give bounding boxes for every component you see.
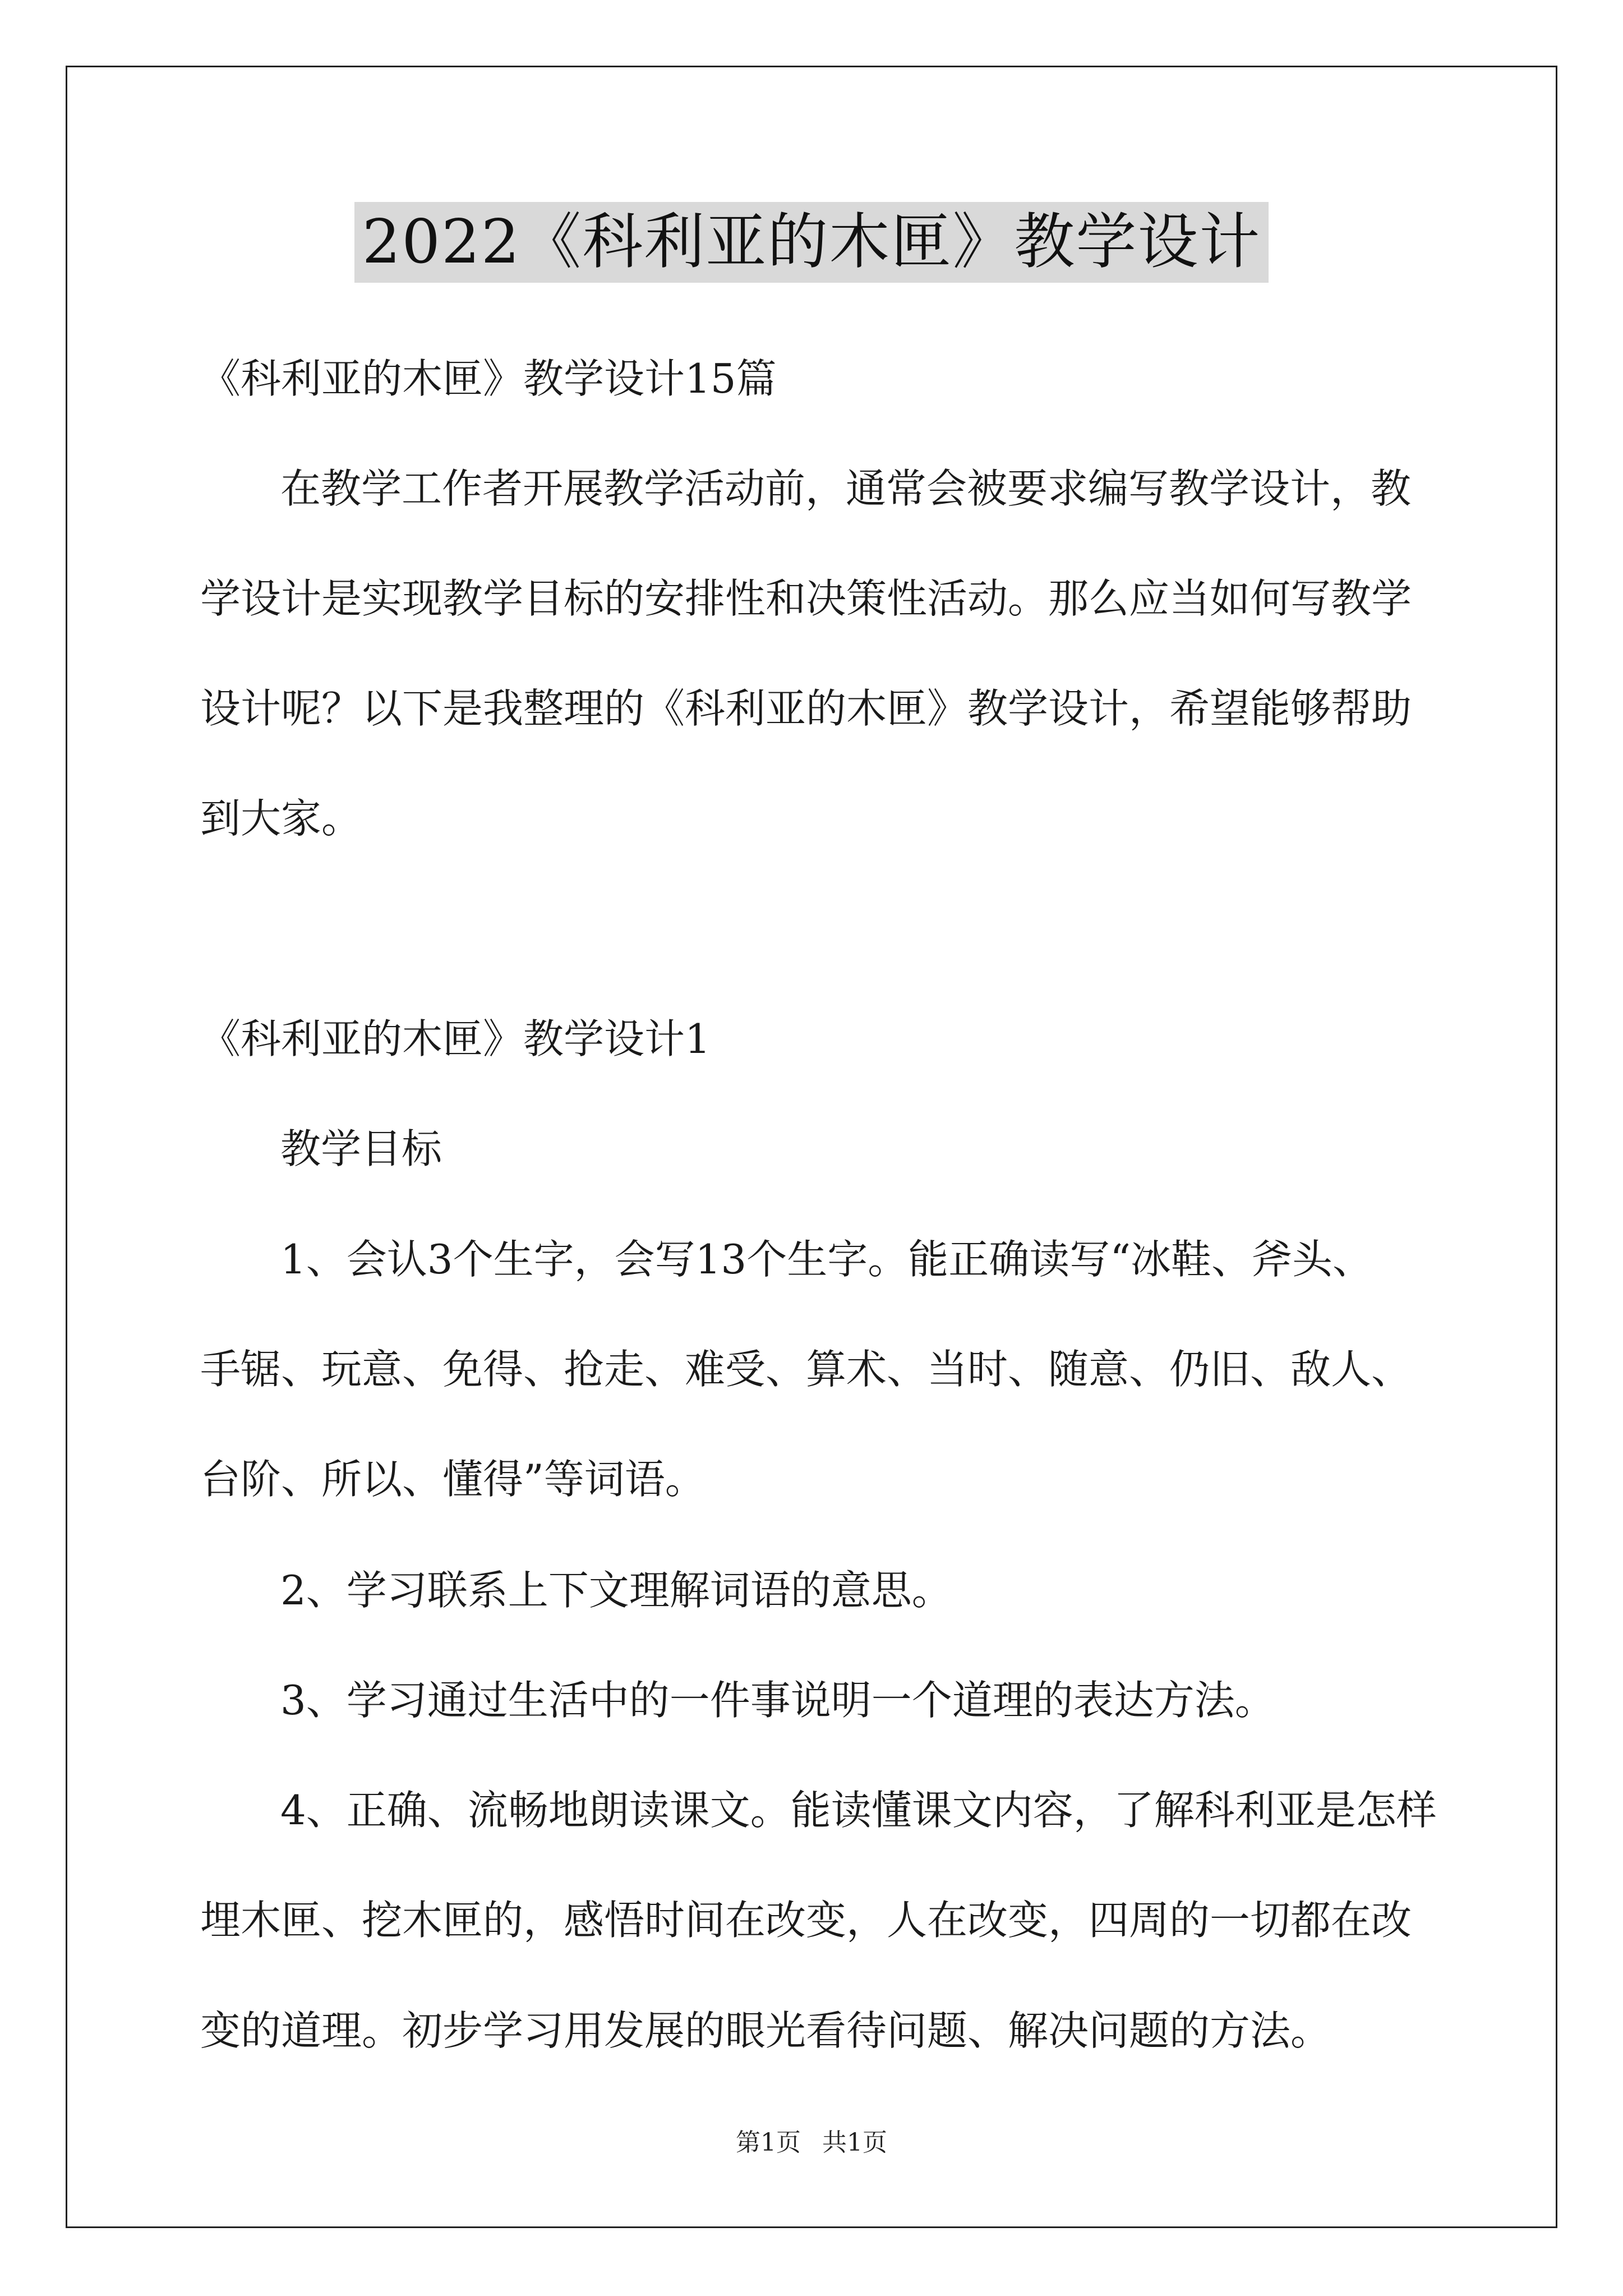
goals-heading: 教学目标 bbox=[280, 1125, 442, 1172]
goal4-line-3: 变的道理。初步学习用发展的眼光看待问题、解决问题的方法。 bbox=[200, 2007, 1331, 2054]
goal2-line: 2、学习联系上下文理解词语的意思。 bbox=[280, 1567, 952, 1614]
subtitle: 《科利亚的木匣》教学设计15篇 bbox=[200, 355, 777, 402]
goal1-line-1: 1、会认3个生字，会写13个生字。能正确读写“冰鞋、斧头、 bbox=[280, 1236, 1373, 1283]
goal4-line-2: 埋木匣、挖木匣的，感悟时间在改变，人在改变，四周的一切都在改 bbox=[200, 1897, 1412, 1944]
intro-line-2: 学设计是实现教学目标的安排性和决策性活动。那么应当如何写教学 bbox=[200, 575, 1412, 622]
goal1-line-3: 台阶、所以、懂得”等词语。 bbox=[200, 1456, 706, 1503]
footer-total-pages: 共1页 bbox=[822, 2128, 887, 2157]
intro-line-3: 设计呢？以下是我整理的《科利亚的木匣》教学设计，希望能够帮助 bbox=[200, 685, 1412, 732]
page-footer bbox=[0, 2127, 1623, 2159]
goal4-line-1: 4、正确、流畅地朗读课文。能读懂课文内容，了解科利亚是怎样 bbox=[280, 1787, 1437, 1834]
goal1-line-2: 手锯、玩意、免得、抢走、难受、算术、当时、随意、仍旧、敌人、 bbox=[200, 1346, 1412, 1393]
section-title: 《科利亚的木匣》教学设计1 bbox=[200, 1015, 711, 1062]
footer-page-number: 第1页 bbox=[736, 2128, 801, 2157]
title-wrap bbox=[0, 202, 1623, 283]
intro-line-1: 在教学工作者开展教学活动前，通常会被要求编写教学设计，教 bbox=[280, 465, 1412, 512]
goal3-line: 3、学习通过生活中的一件事说明一个道理的表达方法。 bbox=[280, 1677, 1275, 1724]
document-title: 2022《科利亚的木匣》教学设计 bbox=[354, 202, 1269, 283]
intro-line-4: 到大家。 bbox=[200, 795, 362, 842]
